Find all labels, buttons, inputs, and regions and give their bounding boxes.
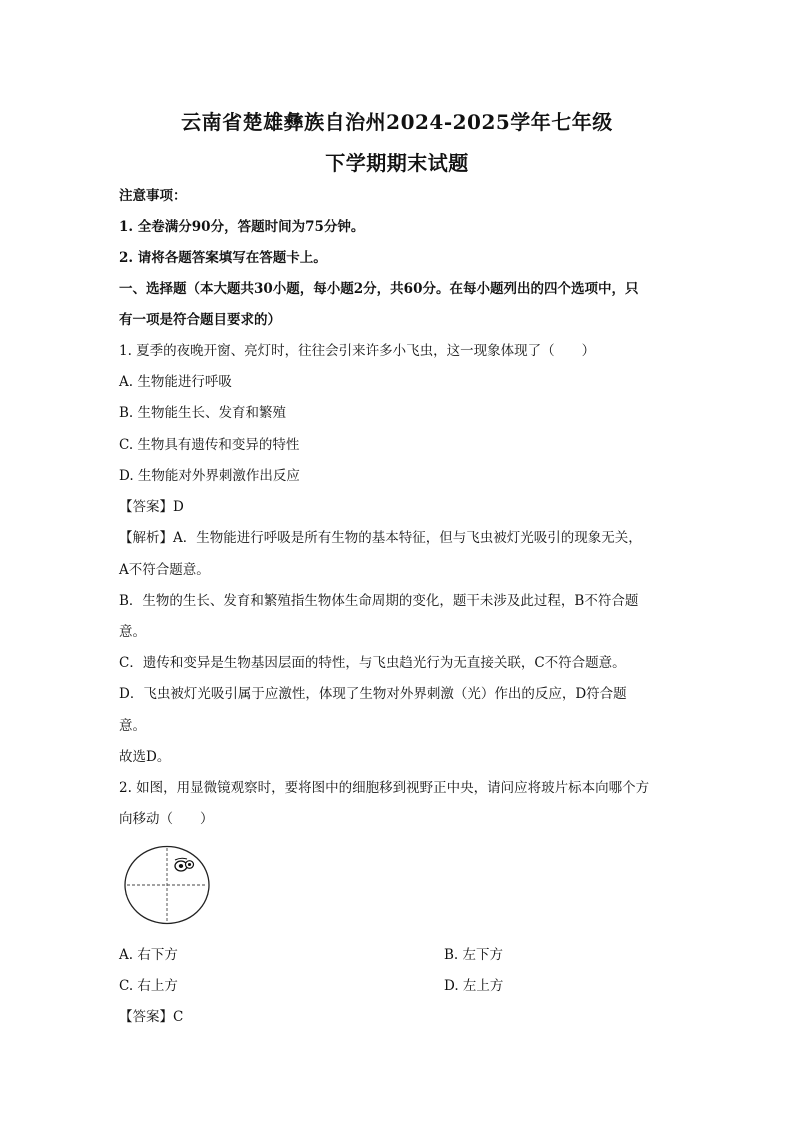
question-2-stem-line1: 2. 如图，用显微镜观察时，要将图中的细胞移到视野正中央，请问应将玻片标本向哪个方 — [119, 780, 650, 796]
question-1-analysis-line: D．飞虫被灯光吸引属于应激性，体现了生物对外界刺激（光）作出的反应，D符合题 — [119, 686, 627, 702]
notice-item-2: 2. 请将各题答案填写在答题卡上。 — [119, 250, 327, 266]
question-1-stem: 1. 夏季的夜晚开窗、亮灯时，往往会引来许多小飞虫，这一现象体现了（ ） — [119, 343, 596, 359]
question-1-option-c: C. 生物具有遗传和变异的特性 — [119, 437, 300, 453]
exam-title-line2: 下学期期末试题 — [325, 151, 469, 175]
question-2-stem-line2: 向移动（ ） — [119, 811, 214, 827]
exam-title-line1: 云南省楚雄彝族自治州2024-2025学年七年级 — [181, 110, 613, 134]
cell-icon — [175, 858, 194, 871]
question-1-analysis-line: C．遗传和变异是生物基因层面的特性，与飞虫趋光行为无直接关联，C不符合题意。 — [119, 655, 626, 671]
microscope-field-figure — [123, 845, 211, 925]
question-2-answer: 【答案】C — [119, 1009, 184, 1025]
question-1-analysis-line: A不符合题意。 — [119, 562, 210, 578]
notice-heading: 注意事项： — [119, 188, 187, 204]
question-1-option-a: A. 生物能进行呼吸 — [119, 374, 232, 390]
question-2-option-a: A. 右下方 — [119, 947, 178, 963]
question-2-option-b: B. 左下方 — [444, 947, 504, 963]
notice-item-1: 1. 全卷满分90分，答题时间为75分钟。 — [119, 219, 365, 235]
question-1-analysis-line: B．生物的生长、发育和繁殖指生物体生命周期的变化，题干未涉及此过程，B不符合题 — [119, 593, 639, 609]
question-2-option-d: D. 左上方 — [444, 978, 504, 994]
question-1-analysis-line: 【解析】A．生物能进行呼吸是所有生物的基本特征，但与飞虫被灯光吸引的现象无关， — [119, 530, 642, 546]
section-heading-line2: 有一项是符合题目要求的） — [119, 312, 281, 328]
question-1-analysis-line: 故选D。 — [119, 749, 171, 765]
question-1-answer: 【答案】D — [119, 499, 184, 515]
question-1-option-b: B. 生物能生长、发育和繁殖 — [119, 405, 287, 421]
question-1-option-d: D. 生物能对外界刺激作出反应 — [119, 468, 300, 484]
question-1-analysis-line: 意。 — [119, 718, 146, 734]
question-1-analysis-line: 意。 — [119, 624, 146, 640]
section-heading-line1: 一、选择题（本大题共30小题，每小题2分，共60分。在每小题列出的四个选项中，只 — [119, 281, 639, 297]
question-2-option-c: C. 右上方 — [119, 978, 178, 994]
